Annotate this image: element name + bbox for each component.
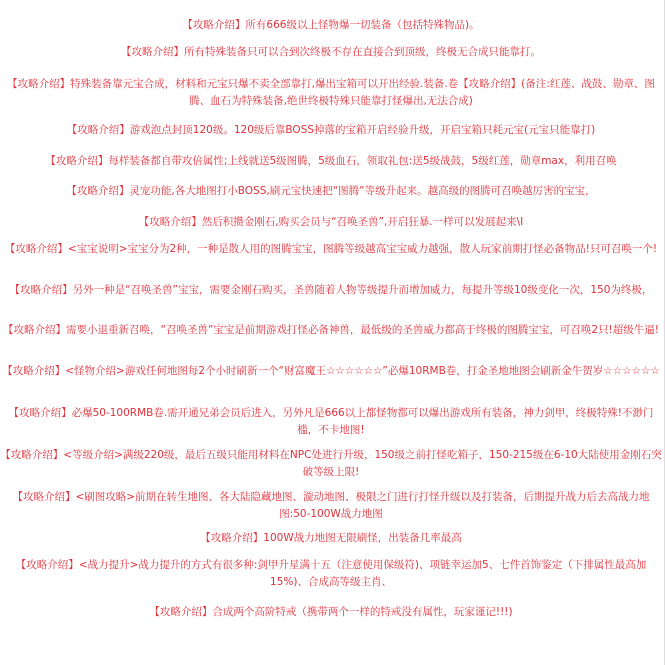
paragraph-3: 【攻略介绍】特殊装备靠元宝合成，材料和元宝只爆不卖全部靠打,爆出宝箱可以开出经验.装备.卷【攻略介绍】(备注:红莲、战鼓、勋章、图腾、血石为特殊装备,绝世终极特殊只能靠打怪爆出,无法合成) [7,78,655,107]
paragraph-17: 【攻略介绍】合成两个高阶特戒（携带两个一样的特戒没有属性，玩家谨记!!!) [149,606,513,618]
paragraph-9: 【攻略介绍】另外一种是“召唤圣兽”宝宝，需要金刚石购买，圣兽随着人物等级提升而增加威力，每提升等级10级变化一次，150为终极， [9,284,653,296]
paragraph-11: 【攻略介绍】<怪物介绍>游戏任何地图每2个小时刷新一个“财富魔王☆☆☆☆☆☆”必爆10RMB卷，打金圣地地图会刷新金牛贺岁☆☆☆☆☆☆ [2,365,660,377]
paragraph-2: 【攻略介绍】所有特殊装备只可以合到次终极不存在直接合到顶级，终极无合成只能靠打。 [121,46,541,58]
paragraph-7: 【攻略介绍】然后积攒金刚石,购买会员与“召唤圣兽”,开启狂暴.一样可以发展起来\I [138,216,524,228]
paragraph-15: 【攻略介绍】100W战力地图无限刷怪，出装备几率最高 [200,532,462,544]
paragraph-1: 【攻略介绍】所有666级以上怪物爆一切装备（包括特殊物品)。 [182,19,480,31]
paragraph-8: 【攻略介绍】<宝宝说明>宝宝分为2种，一种是散人用的图腾宝宝，图腾等级越高宝宝威力越强，散人玩家前期打怪必备物品!只可召唤一个! [4,243,658,255]
paragraph-12: 【攻略介绍】必爆50-100RMB卷.需开通兄弟会员后进入，另外凡是666以上都怪物都可以爆出游戏所有装备，神力剑甲，终极特殊!不渺门槛，不卡地图! [8,407,654,436]
paragraph-4: 【攻略介绍】游戏泡点封顶120级。120级后靠BOSS掉落的宝箱开启经验升级，开启宝箱只耗元宝(元宝只能靠打) [66,124,596,136]
paragraph-13: 【攻略介绍】<等级介绍>满级220级，最后五级只能用材料在NPC处进行升级，150级之前打怪吃箱子，150-215级在6-10大陆使用金刚石突破等级上限! [0,449,662,478]
paragraph-16: 【攻略介绍】<战力提升>战力提升的方式有很多种:剑甲升星满十五（注意使用保级符)、项链幸运加5、七件首饰鉴定（下排属性最高加15%)、合成高等级主肖、 [15,559,647,588]
paragraph-6: 【攻略介绍】灵宠功能,各大地图打小BOSS,刷元宝快速把“图腾”等级升起来。越高级的图腾可召唤越厉害的宝宝， [66,185,596,197]
paragraph-14: 【攻略介绍】<刷图攻略>前期在转生地图、各大陆隐藏地图、漩动地图、极限之门进行打怪升级以及打装备，后期提升战力后去高战力地图:50-100W战力地图 [12,491,650,520]
paragraph-5: 【攻略介绍】每样装备都自带攻倍属性;上线就送5级图腾，5级血石，领取礼包:送5级战鼓，5级红莲，勋章max，利用召唤 [45,155,617,167]
paragraph-10: 【攻略介绍】需要小退重新召唤，“召唤圣兽”宝宝是前期游戏打怪必备神兽，最低级的圣兽威力都高于终极的图腾宝宝，可召唤2只!超级牛逼! [3,324,659,336]
